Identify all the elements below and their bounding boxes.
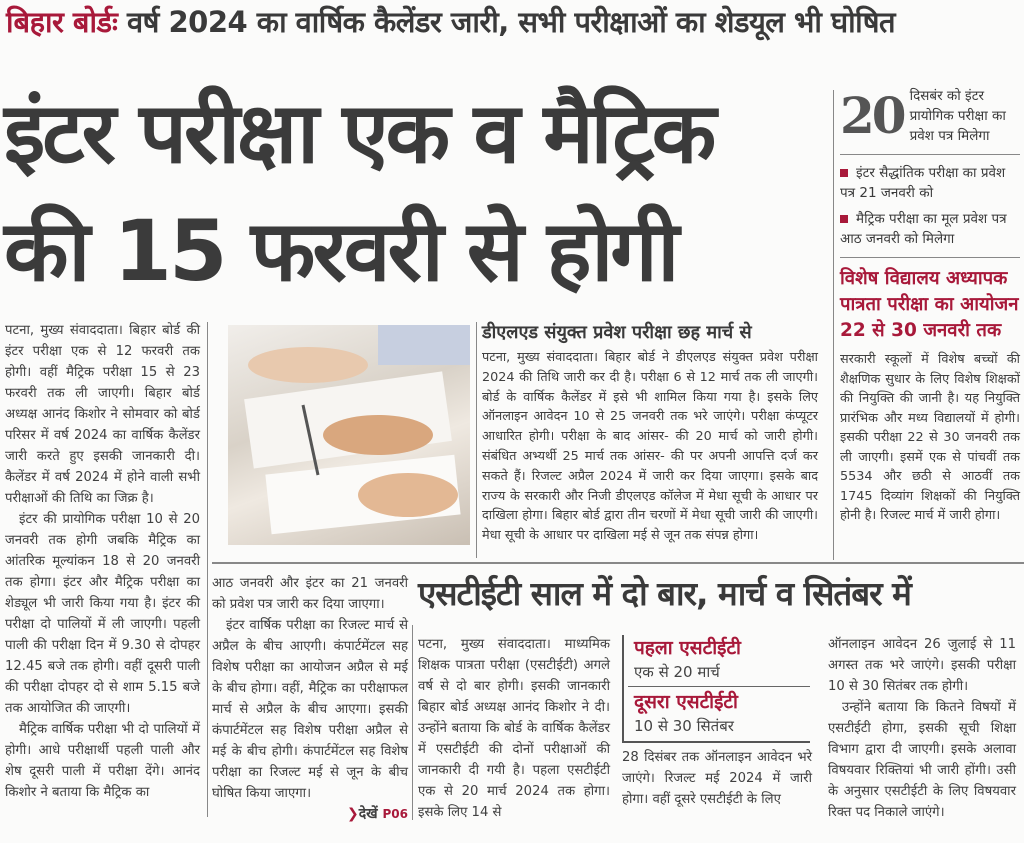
main-story-col2: आठ जनवरी और इंटर का 21 जनवरी को प्रवेश पत्र जारी कर दिया जाएगा। इंटर वार्षिक परीक्षा का रिजल्ट मार्च से अप्रैल के बीच आएगी। कंपार्टमेंटल सह विशेष परीक्षा का आयोजन अप्रैल से मई के बीच होगा। वहीं, मैट्रिक का परीक्षाफल मार्च से अप्रैल के बीच आएगा। इसकी कंपार्टमेंटल सह विशेष परीक्षा अप्रैल से मई के बीच होगी। कंपार्टमेंटल सह विशेष परीक्षा का रिजल्ट मई से जून के बीच घोषित किया जाएगा। ❯देखें P06 xyxy=(212,573,408,825)
section-divider xyxy=(212,562,1024,564)
kicker xyxy=(6,2,1018,42)
students-writing-illustration xyxy=(228,325,470,545)
set-dates-box: पहला एसटीईटी एक से 20 मार्च दूसरा एसटीईटी 10 से 30 सितंबर xyxy=(622,635,810,743)
divider xyxy=(840,257,1020,258)
column-divider xyxy=(412,625,413,820)
set-col2: 28 दिसंबर तक ऑनलाइन आवेदन भरे जाएंगे। रिजल्ट मई 2024 में जारी होगा। वहीं दूसरे एसटीईटी के लिए xyxy=(622,750,812,807)
divider xyxy=(840,154,1020,155)
see-more-link[interactable]: ❯देखें P06 xyxy=(347,806,408,822)
sidebar-story-body: सरकारी स्कूलों में विशेष बच्चों की शैक्षणिक सुधार के लिए विशेष शिक्षकों की नियुक्ति की जानी है। यह नियुक्ति प्रारंभिक और मध्य विद्यालयों में होगी। इसकी परीक्षा 22 से 30 जनवरी तक ली जाएगी। इसमें एक से पांचवीं तक 5534 और छठी से आठवीं तक 1745 दिव्यांग शिक्षकों की नियुक्ति होनी है। रिजल्ट मार्च में जारी होगा। xyxy=(840,352,1020,523)
set-middle xyxy=(622,635,812,810)
column-divider xyxy=(207,322,208,817)
deled-story xyxy=(482,320,818,546)
deled-body: पटना, मुख्य संवाददाता। बिहार बोर्ड ने डीएलएड संयुक्त प्रवेश परीक्षा 2024 की तिथि जारी कर दी है। परीक्षा 6 से 12 मार्च तक ली जाएगी। बोर्ड के वार्षिक कैलेंडर में इसे भी शामिल किया गया है। इसके लिए ऑनलाइन आवेदन 10 से 25 जनवरी तक भरे जाएंगे। परीक्षा कंप्यूटर आधारित होगी। परीक्षा के बाद आंसर- की 20 मार्च को जारी होगी। संबंधित अभ्यर्थी 25 मार्च तक आंसर- की पर अपनी आपत्ति दर्ज कर सकते हैं। रिजल्ट अप्रैल 2024 में जारी कर दिया जाएगा। इसके बाद राज्य के सरकारी और निजी डीएलएड कॉलेज में मेधा सूची के आधार पर दाखिला होगा। बिहार बोर्ड द्वारा तीन चरणों में मेधा सूची जारी की जाएगी। मेधा सूची के आधार पर दाखिला मई से जून तक संपन्न होगा। xyxy=(482,350,818,544)
set-title: एसटीईटी साल में दो बार, मार्च व सितंबर में xyxy=(418,574,911,613)
highlight xyxy=(840,86,1020,146)
bullet-icon xyxy=(840,169,848,177)
column-divider xyxy=(476,322,477,558)
headline-line-1: इंटर परीक्षा एक व मैट्रिक xyxy=(4,84,714,182)
deled-title: डीएलएड संयुक्त प्रवेश परीक्षा छह मार्च से xyxy=(482,322,752,343)
set-col1: पटना, मुख्य संवाददाता। माध्यमिक शिक्षक पात्रता परीक्षा (एसटीईटी) अगले वर्ष से दो बार होगी। इसकी जानकारी बिहार बोर्ड अध्यक्ष आनंद किशोर ने दी। उन्होंने बताया कि बोर्ड के वार्षिक कैलेंडर में एसटीईटी की दोनों परीक्षाओं की जानकारी दी गयी है। पहला एसटीईटी एक से 20 मार्च 2024 तक होगा। इसके लिए 14 से xyxy=(418,637,610,820)
bullet-icon xyxy=(840,215,848,223)
main-story-col1: पटना, मुख्य संवाददाता। बिहार बोर्ड की इंटर परीक्षा एक से 12 फरवरी तक होगी। वहीं मैट्रिक परीक्षा 15 से 23 फरवरी तक ली जाएगी। बिहार बोर्ड अध्यक्ष आनंद किशोर ने सोमवार को बोर्ड परिसर में वर्ष 2024 का वार्षिक कैलेंडर जारी करते हुए इसकी जानकारी दी। कैलेंडर में वर्ष 2024 में होने वाली सभी परीक्षाओं की तिथि का जिक्र है। इंटर की प्रायोगिक परीक्षा 10 से 20 जनवरी तक होगी जबकि मैट्रिक का आंतरिक मूल्यांकन 18 से 20 जनवरी तक होगा। इंटर और मैट्रिक परीक्षा का शेड्यूल भी जारी किया गया है। इंटर की परीक्षा दो पालियों में ली जाएगी। पहली पाली की परीक्षा दिन में 9.30 से दोपहर 12.45 बजे तक होगी। वहीं दूसरी पाली की परीक्षा दोपहर दो से शाम 5.15 बजे तक आयोजित की जाएगी। मैट्रिक वार्षिक परीक्षा भी दो पालियों में होगी। आधे परीक्षार्थी पहली पाली और शेष दूसरी पाली में परीक्षा देंगे। आनंद किशोर ने बताया कि मैट्रिक का xyxy=(5,323,200,800)
set-col3: ऑनलाइन आवेदन 26 जुलाई से 11 अगस्त तक भरे जाएंगे। इसकी परीक्षा 10 से 30 सितंबर तक होगी। उन्होंने बताया कि कितने विषयों में एसटीईटी होगा, इसकी सूची शिक्षा विभाग द्वारा दी जाएगी। इसके अलावा विषयवार रिक्तियां भी जारी होंगी। उसी के अनुसार एसटीईटी के लिए विषयवार रिक्त पद निकाले जाएंगे। xyxy=(828,637,1016,820)
sidebar-bullet: मैट्रिक परीक्षा का मूल प्रवेश पत्र आठ जनवरी को मिलेगा xyxy=(840,211,1007,247)
kicker-label: बिहार बोर्डः xyxy=(6,5,118,39)
kicker-text: वर्ष 2024 का वार्षिक कैलेंडर जारी, सभी परीक्षाओं का शेडयूल भी घोषित xyxy=(127,5,895,39)
sidebar-divider xyxy=(833,90,834,560)
highlight-number: 20 xyxy=(840,86,904,145)
arrow-icon: ❯ xyxy=(347,806,359,822)
sidebar xyxy=(840,86,1020,526)
sidebar-story-title: विशेष विद्यालय अध्यापक पात्रता परीक्षा का आयोजन 22 से 30 जनवरी तक xyxy=(840,268,1019,341)
exam-photo xyxy=(228,325,470,545)
sidebar-bullet: इंटर सैद्धांतिक परीक्षा का प्रवेश पत्र 21 जनवरी को xyxy=(840,165,1006,201)
headline-line-2: की 15 फरवरी से होगी xyxy=(4,202,677,300)
highlight-text: दिसबंर को इंटर प्रायोगिक परीक्षा का प्रवेश पत्र मिलेगा xyxy=(909,88,1006,144)
